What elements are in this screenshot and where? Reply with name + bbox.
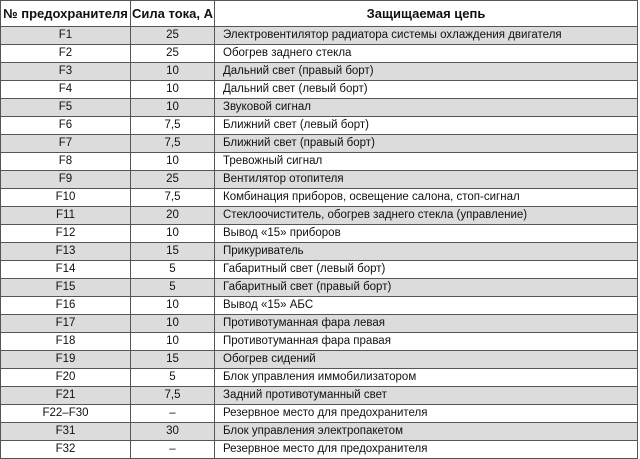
table-row xyxy=(1,333,638,351)
header-fuse-number: № предохранителя xyxy=(1,1,131,27)
fuse-number-cell: F21 xyxy=(1,387,131,405)
current-rating-cell: 25 xyxy=(131,171,215,189)
current-rating-cell: 5 xyxy=(131,279,215,297)
table-row xyxy=(1,261,638,279)
table-row xyxy=(1,135,638,153)
protected-circuit-cell: Вентилятор отопителя xyxy=(215,171,638,189)
fuse-number-cell: F11 xyxy=(1,207,131,225)
protected-circuit-cell: Электровентилятор радиатора системы охлаждения двигателя xyxy=(215,27,638,45)
protected-circuit-cell: Блок управления иммобилизатором xyxy=(215,369,638,387)
fuse-number-cell: F5 xyxy=(1,99,131,117)
fuse-number-cell: F9 xyxy=(1,171,131,189)
protected-circuit-cell: Вывод «15» АБС xyxy=(215,297,638,315)
protected-circuit-cell: Резервное место для предохранителя xyxy=(215,405,638,423)
table-row xyxy=(1,153,638,171)
protected-circuit-cell: Дальний свет (правый борт) xyxy=(215,63,638,81)
fuse-number-cell: F12 xyxy=(1,225,131,243)
current-rating-cell: 5 xyxy=(131,369,215,387)
protected-circuit-cell: Звуковой сигнал xyxy=(215,99,638,117)
fuse-number-cell: F16 xyxy=(1,297,131,315)
protected-circuit-cell: Резервное место для предохранителя xyxy=(215,441,638,459)
table-row xyxy=(1,441,638,459)
current-rating-cell: 10 xyxy=(131,81,215,99)
fuse-number-cell: F14 xyxy=(1,261,131,279)
current-rating-cell: 10 xyxy=(131,333,215,351)
fuse-number-cell: F13 xyxy=(1,243,131,261)
protected-circuit-cell: Ближний свет (левый борт) xyxy=(215,117,638,135)
table-row xyxy=(1,315,638,333)
table-row xyxy=(1,99,638,117)
fuse-number-cell: F19 xyxy=(1,351,131,369)
table-row xyxy=(1,207,638,225)
protected-circuit-cell: Ближний свет (правый борт) xyxy=(215,135,638,153)
table-header xyxy=(1,1,638,27)
table-row xyxy=(1,81,638,99)
fuse-number-cell: F2 xyxy=(1,45,131,63)
current-rating-cell: 5 xyxy=(131,261,215,279)
current-rating-cell: 10 xyxy=(131,153,215,171)
table-row xyxy=(1,369,638,387)
table-row xyxy=(1,63,638,81)
protected-circuit-cell: Стеклоочиститель, обогрев заднего стекла (управление) xyxy=(215,207,638,225)
table-row xyxy=(1,225,638,243)
table-row xyxy=(1,405,638,423)
protected-circuit-cell: Дальний свет (левый борт) xyxy=(215,81,638,99)
fuse-number-cell: F3 xyxy=(1,63,131,81)
current-rating-cell: 10 xyxy=(131,99,215,117)
header-current: Сила тока, А xyxy=(131,1,215,27)
table-row xyxy=(1,279,638,297)
fuse-number-cell: F22–F30 xyxy=(1,405,131,423)
current-rating-cell: 20 xyxy=(131,207,215,225)
fuse-number-cell: F7 xyxy=(1,135,131,153)
current-rating-cell: 7,5 xyxy=(131,135,215,153)
table-row xyxy=(1,117,638,135)
fuse-number-cell: F17 xyxy=(1,315,131,333)
table-row xyxy=(1,243,638,261)
current-rating-cell: 25 xyxy=(131,27,215,45)
fuse-number-cell: F1 xyxy=(1,27,131,45)
fuse-number-cell: F20 xyxy=(1,369,131,387)
fuse-number-cell: F15 xyxy=(1,279,131,297)
fuse-number-cell: F4 xyxy=(1,81,131,99)
fuse-number-cell: F10 xyxy=(1,189,131,207)
table-row xyxy=(1,423,638,441)
protected-circuit-cell: Вывод «15» приборов xyxy=(215,225,638,243)
protected-circuit-cell: Габаритный свет (левый борт) xyxy=(215,261,638,279)
protected-circuit-cell: Комбинация приборов, освещение салона, стоп-сигнал xyxy=(215,189,638,207)
protected-circuit-cell: Противотуманная фара правая xyxy=(215,333,638,351)
current-rating-cell: 15 xyxy=(131,243,215,261)
protected-circuit-cell: Обогрев заднего стекла xyxy=(215,45,638,63)
current-rating-cell: – xyxy=(131,441,215,459)
table-row xyxy=(1,189,638,207)
protected-circuit-cell: Задний противотуманный свет xyxy=(215,387,638,405)
table-row xyxy=(1,387,638,405)
current-rating-cell: 10 xyxy=(131,63,215,81)
current-rating-cell: 10 xyxy=(131,225,215,243)
current-rating-cell: 30 xyxy=(131,423,215,441)
fuse-number-cell: F8 xyxy=(1,153,131,171)
table-row xyxy=(1,27,638,45)
protected-circuit-cell: Обогрев сидений xyxy=(215,351,638,369)
protected-circuit-cell: Блок управления электропакетом xyxy=(215,423,638,441)
current-rating-cell: 7,5 xyxy=(131,189,215,207)
current-rating-cell: 10 xyxy=(131,297,215,315)
current-rating-cell: 7,5 xyxy=(131,117,215,135)
table-row xyxy=(1,351,638,369)
current-rating-cell: 7,5 xyxy=(131,387,215,405)
table-row xyxy=(1,171,638,189)
current-rating-cell: 25 xyxy=(131,45,215,63)
current-rating-cell: 15 xyxy=(131,351,215,369)
fuse-number-cell: F31 xyxy=(1,423,131,441)
protected-circuit-cell: Тревожный сигнал xyxy=(215,153,638,171)
current-rating-cell: 10 xyxy=(131,315,215,333)
table-body xyxy=(1,27,638,459)
protected-circuit-cell: Габаритный свет (правый борт) xyxy=(215,279,638,297)
header-protected-circuit: Защищаемая цепь xyxy=(215,1,638,27)
table-row xyxy=(1,45,638,63)
protected-circuit-cell: Противотуманная фара левая xyxy=(215,315,638,333)
fuse-number-cell: F32 xyxy=(1,441,131,459)
fuse-number-cell: F18 xyxy=(1,333,131,351)
table-row xyxy=(1,297,638,315)
current-rating-cell: – xyxy=(131,405,215,423)
fuse-number-cell: F6 xyxy=(1,117,131,135)
header-row xyxy=(1,1,638,27)
protected-circuit-cell: Прикуриватель xyxy=(215,243,638,261)
